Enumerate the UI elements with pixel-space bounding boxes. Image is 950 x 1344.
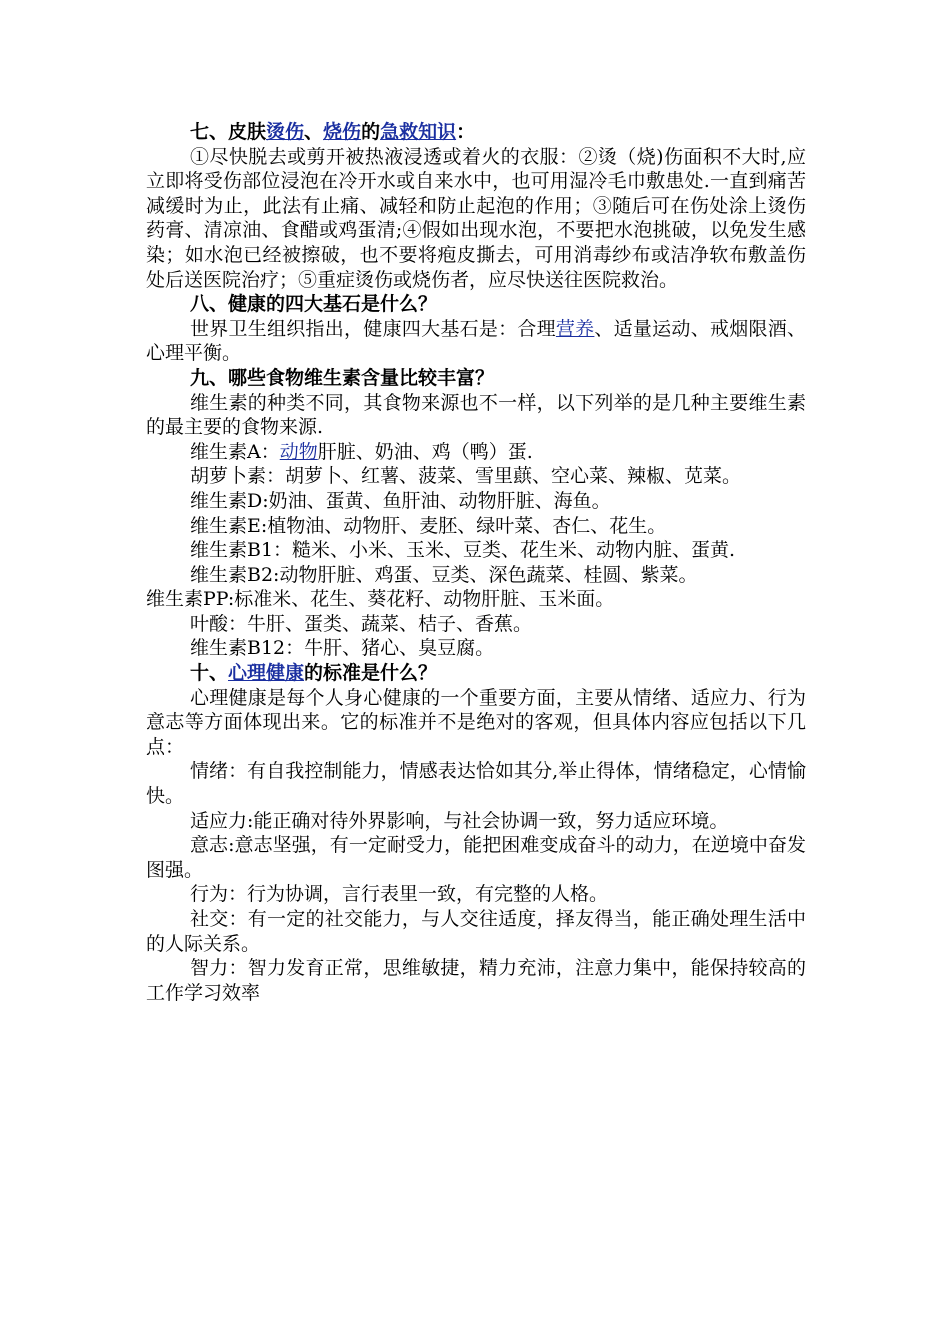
- body-text: 世界卫生组织指出，健康四大基石是：合理: [190, 317, 556, 340]
- heading-text: ：: [456, 121, 476, 143]
- link-nutrition[interactable]: 营养: [555, 317, 595, 340]
- link-first-aid[interactable]: 急救知识: [380, 121, 457, 143]
- vitamin-b12: 维生素B12：牛肝、猪心、臭豆腐。: [190, 637, 495, 660]
- vitamin-pp: 维生素PP:标准米、花生、葵花籽、动物肝脏、玉米面。: [146, 588, 615, 611]
- link-scald[interactable]: 烫伤: [266, 121, 305, 143]
- link-mental-health[interactable]: 心理健康: [228, 662, 305, 685]
- body-text: 维生素A：: [190, 440, 280, 463]
- criterion-will: 意志:意志坚强，有一定耐受力，能把困难变成奋斗的动力，在逆境中奋发图强。: [146, 834, 806, 881]
- heading-text: 的标准是什么？: [304, 662, 438, 685]
- section-10-heading: [146, 661, 806, 686]
- criterion-intellect: 智力：智力发育正常，思维敏捷，精力充沛，注意力集中，能保持较高的工作学习效率: [146, 957, 806, 1004]
- vitamin-a: [146, 440, 806, 465]
- vitamin-e: 维生素E:植物油、动物肝、麦胚、绿叶菜、杏仁、花生。: [190, 514, 667, 537]
- link-animal[interactable]: 动物: [279, 440, 318, 463]
- section-8-body: [146, 317, 806, 366]
- document-page: [146, 120, 806, 1005]
- vitamin-b1: 维生素B1：糙米、小米、玉米、豆类、花生米、动物内脏、蛋黄.: [190, 539, 736, 562]
- link-burn[interactable]: 烧伤: [323, 121, 362, 143]
- section-7-body: ①尽快脱去或剪开被热液浸透或着火的衣服：②烫（烧)伤面积不大时,应立即将受伤部位浸泡在冷开水或自来水中，也可用湿冷毛巾敷患处.一直到痛苦减缓时为止，此法有止痛、减轻和防止起泡的作用；③随后可在伤处涂上烫伤药膏、清凉油、食醋或鸡蛋清;④假如出现水泡，不要把水泡挑破，以免发生感染；如水泡已经被擦破，也不要将疱皮撕去，可用消毒纱布或洁净软布敷盖伤处后送医院治疗；⑤重症烫伤或烧伤者，应尽快送往医院救治。: [146, 145, 806, 291]
- section-9-intro: 维生素的种类不同，其食物来源也不一样，以下列举的是几种主要维生素的最主要的食物来源.: [146, 391, 806, 439]
- body-text: 、适量运动、戒烟限酒、心理平衡。: [146, 317, 806, 365]
- criterion-social: 社交：有一定的社交能力，与人交往适度，择友得当，能正确处理生活中的人际关系。: [146, 908, 806, 955]
- section-8-heading: 八、健康的四大基石是什么？: [190, 293, 438, 316]
- body-text: 肝脏、奶油、鸡（鸭）蛋.: [317, 440, 533, 463]
- vitamin-b2: 维生素B2:动物肝脏、鸡蛋、豆类、深色蔬菜、桂圆、紫菜。: [190, 563, 698, 586]
- vitamin-d: 维生素D:奶油、蛋黄、鱼肝油、动物肝脏、海鱼。: [190, 489, 611, 512]
- section-7-heading: [146, 120, 806, 145]
- heading-text: 、: [304, 121, 324, 143]
- criterion-adaptability: 适应力:能正确对待外界影响，与社会协调一致，努力适应环境。: [190, 809, 729, 832]
- criterion-behavior: 行为：行为协调，言行表里一致，有完整的人格。: [190, 883, 609, 906]
- folic-acid: 叶酸：牛肝、蛋类、蔬菜、桔子、香蕉。: [190, 612, 533, 635]
- carotene: 胡萝卜素：胡萝卜、红薯、菠菜、雪里蕻、空心菜、辣椒、苋菜。: [190, 465, 742, 488]
- heading-text: 七、皮肤: [190, 121, 267, 143]
- section-10-intro: 心理健康是每个人身心健康的一个重要方面，主要从情绪、适应力、行为意志等方面体现出来。它的标准并不是绝对的客观，但具体内容应包括以下几点：: [146, 686, 806, 758]
- heading-text: 的: [361, 121, 381, 143]
- section-9-heading: 九、哪些食物维生素含量比较丰富？: [190, 366, 495, 389]
- heading-text: 十、: [190, 662, 229, 685]
- criterion-emotion: 情绪：有自我控制能力，情感表达恰如其分,举止得体，情绪稳定，心情愉快。: [146, 760, 806, 808]
